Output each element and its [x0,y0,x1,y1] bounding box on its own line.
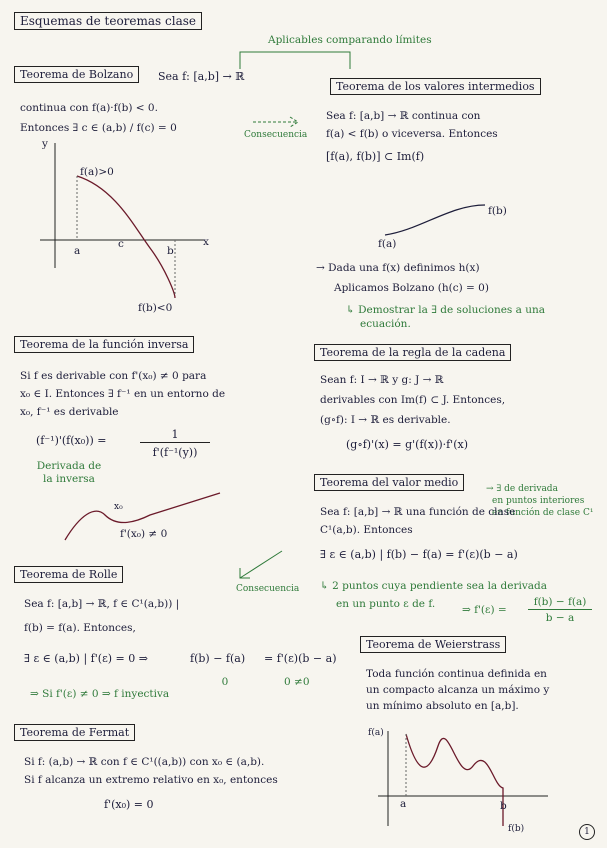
weierstrass-graph [378,726,558,836]
rolle-line1: Sea f: [a,b] → ℝ, f ∈ C¹(a,b)) | [24,598,180,610]
valor-medio-side-note3: en función de clase C¹ [492,508,594,518]
fermat-heading: Teorema de Fermat [14,724,135,741]
valor-medio-formula: ∃ ε ∈ (a,b) | f(b) − f(a) = f'(ε)(b − a) [320,548,518,561]
bolzano-x-label: x [203,236,209,248]
fermat-line3: f'(x₀) = 0 [104,798,154,811]
bolzano-fa-label: f(a)>0 [80,166,114,178]
valor-medio-side-note1: → ∃ de derivada [486,484,558,494]
tvi-line3: [f(a), f(b)] ⊂ Im(f) [326,150,425,163]
cadena-line1: Sean f: I → ℝ y g: J → ℝ [320,374,444,386]
rolle-frac2b: 0 ≠0 [284,676,310,688]
weierstrass-heading: Teorema de Weierstrass [360,636,506,653]
bolzano-a: a [74,245,81,257]
weierstrass-line3: un mínimo absoluto en [a,b]. [366,700,519,712]
inversa-x0: x₀ [114,502,123,512]
inversa-formula-left: (f⁻¹)'(f(x₀)) = [36,434,107,447]
bolzano-graph [35,138,235,318]
bracket-top [235,44,355,74]
inversa-note: Derivada de la inversa [36,460,102,486]
inversa-fx0: f'(x₀) ≠ 0 [120,528,168,540]
bolzano-fb-label: f(b)<0 [138,302,173,314]
bolzano-line3: Entonces ∃ c ∈ (a,b) / f(c) = 0 [20,122,177,134]
consecuencia-arrow-2 [232,546,292,586]
valor-medio-note3: ⇒ f'(ε) = [462,604,507,616]
rolle-frac1b: 0 [221,676,229,688]
weierstrass-line1: Toda función continua definida en [366,668,547,680]
valor-medio-heading: Teorema del valor medio [314,474,464,491]
tvi-line2: f(a) < f(b) o viceversa. Entonces [326,128,498,140]
tvi-note2: Aplicamos Bolzano (h(c) = 0) [334,282,489,294]
rolle-frac1: f(b) − f(a) [190,652,246,665]
cadena-line2: derivables con Im(f) ⊂ J. Entonces, [320,394,506,406]
bolzano-line2: continua con f(a)·f(b) < 0. [20,102,158,114]
weierstrass-b: b [500,800,507,812]
bolzano-b: b [167,245,174,257]
valor-medio-side-note2: en puntos interiores [492,496,585,506]
inversa-heading: Teorema de la función inversa [14,336,194,353]
inversa-line1: Si f es derivable con f'(x₀) ≠ 0 para [20,370,207,382]
tvi-fa: f(a) [378,238,397,250]
tvi-graph [380,195,500,245]
valor-medio-note1: ↳ 2 puntos cuya pendiente sea la derivada [320,580,548,592]
inversa-formula-num: 1 [140,428,210,443]
rolle-line4: ⇒ Si f'(ε) ≠ 0 ⇒ f inyectiva [30,688,170,700]
page-number: 1 [579,824,595,840]
rolle-heading: Teorema de Rolle [14,566,123,583]
fermat-line1: Si f: (a,b) → ℝ con f ∈ C¹((a,b)) con x₀ ∈ (a,b). [24,756,265,768]
cadena-line3: (g∘f): I → ℝ es derivable. [320,414,451,426]
valor-medio-line1: Sea f: [a,b] → ℝ una función de clase [320,506,516,518]
consecuencia-arrow-1 [248,112,308,132]
bolzano-y-label: y [42,138,48,150]
tvi-heading: Teorema de los valores intermedios [330,78,541,95]
inversa-formula-den: f'(f⁻¹(y)) [152,446,198,459]
cadena-heading: Teorema de la regla de la cadena [314,344,511,361]
tvi-fb: f(b) [488,205,507,217]
consecuencia-2: Consecuencia [236,584,300,594]
rolle-line3: ∃ ε ∈ (a,b) | f'(ε) = 0 ⇒ [24,652,148,665]
weierstrass-fa: f(a) [368,728,384,738]
rolle-line2: f(b) = f(a). Entonces, [24,622,136,634]
tvi-line1: Sea f: [a,b] → ℝ continua con [326,110,481,122]
page-title: Esquemas de teoremas clase [14,12,202,30]
note-top: Aplicables comparando límites [268,34,432,46]
valor-medio-note2: en un punto ε de f. [336,598,436,610]
tvi-note3: ↳ Demostrar la ∃ de soluciones a una [346,304,546,316]
valor-medio-line2: C¹(a,b). Entonces [320,524,413,536]
weierstrass-fb: f(b) [508,824,525,834]
cadena-formula: (g∘f)'(x) = g'(f(x))·f'(x) [346,438,468,451]
bolzano-heading: Teorema de Bolzano [14,66,139,83]
tvi-note1: → Dada una f(x) definimos h(x) [316,262,480,274]
inversa-line2: x₀ ∈ I. Entonces ∃ f⁻¹ en un entorno de [20,388,226,400]
valor-medio-note-den: b − a [545,612,575,624]
weierstrass-a: a [400,798,407,810]
weierstrass-line2: un compacto alcanza un máximo y [366,684,550,696]
bolzano-line1: Sea f: [a,b] → ℝ [158,70,245,83]
inversa-line3: x₀, f⁻¹ es derivable [20,406,119,418]
tvi-note4: ecuación. [360,318,411,330]
rolle-frac2: = f'(ε)(b − a) [264,652,337,665]
bolzano-c: c [118,238,124,250]
consecuencia-1: Consecuencia [244,130,308,140]
valor-medio-note-num: f(b) − f(a) [528,596,592,610]
fermat-line2: Si f alcanza un extremo relativo en x₀, entonces [24,774,278,786]
